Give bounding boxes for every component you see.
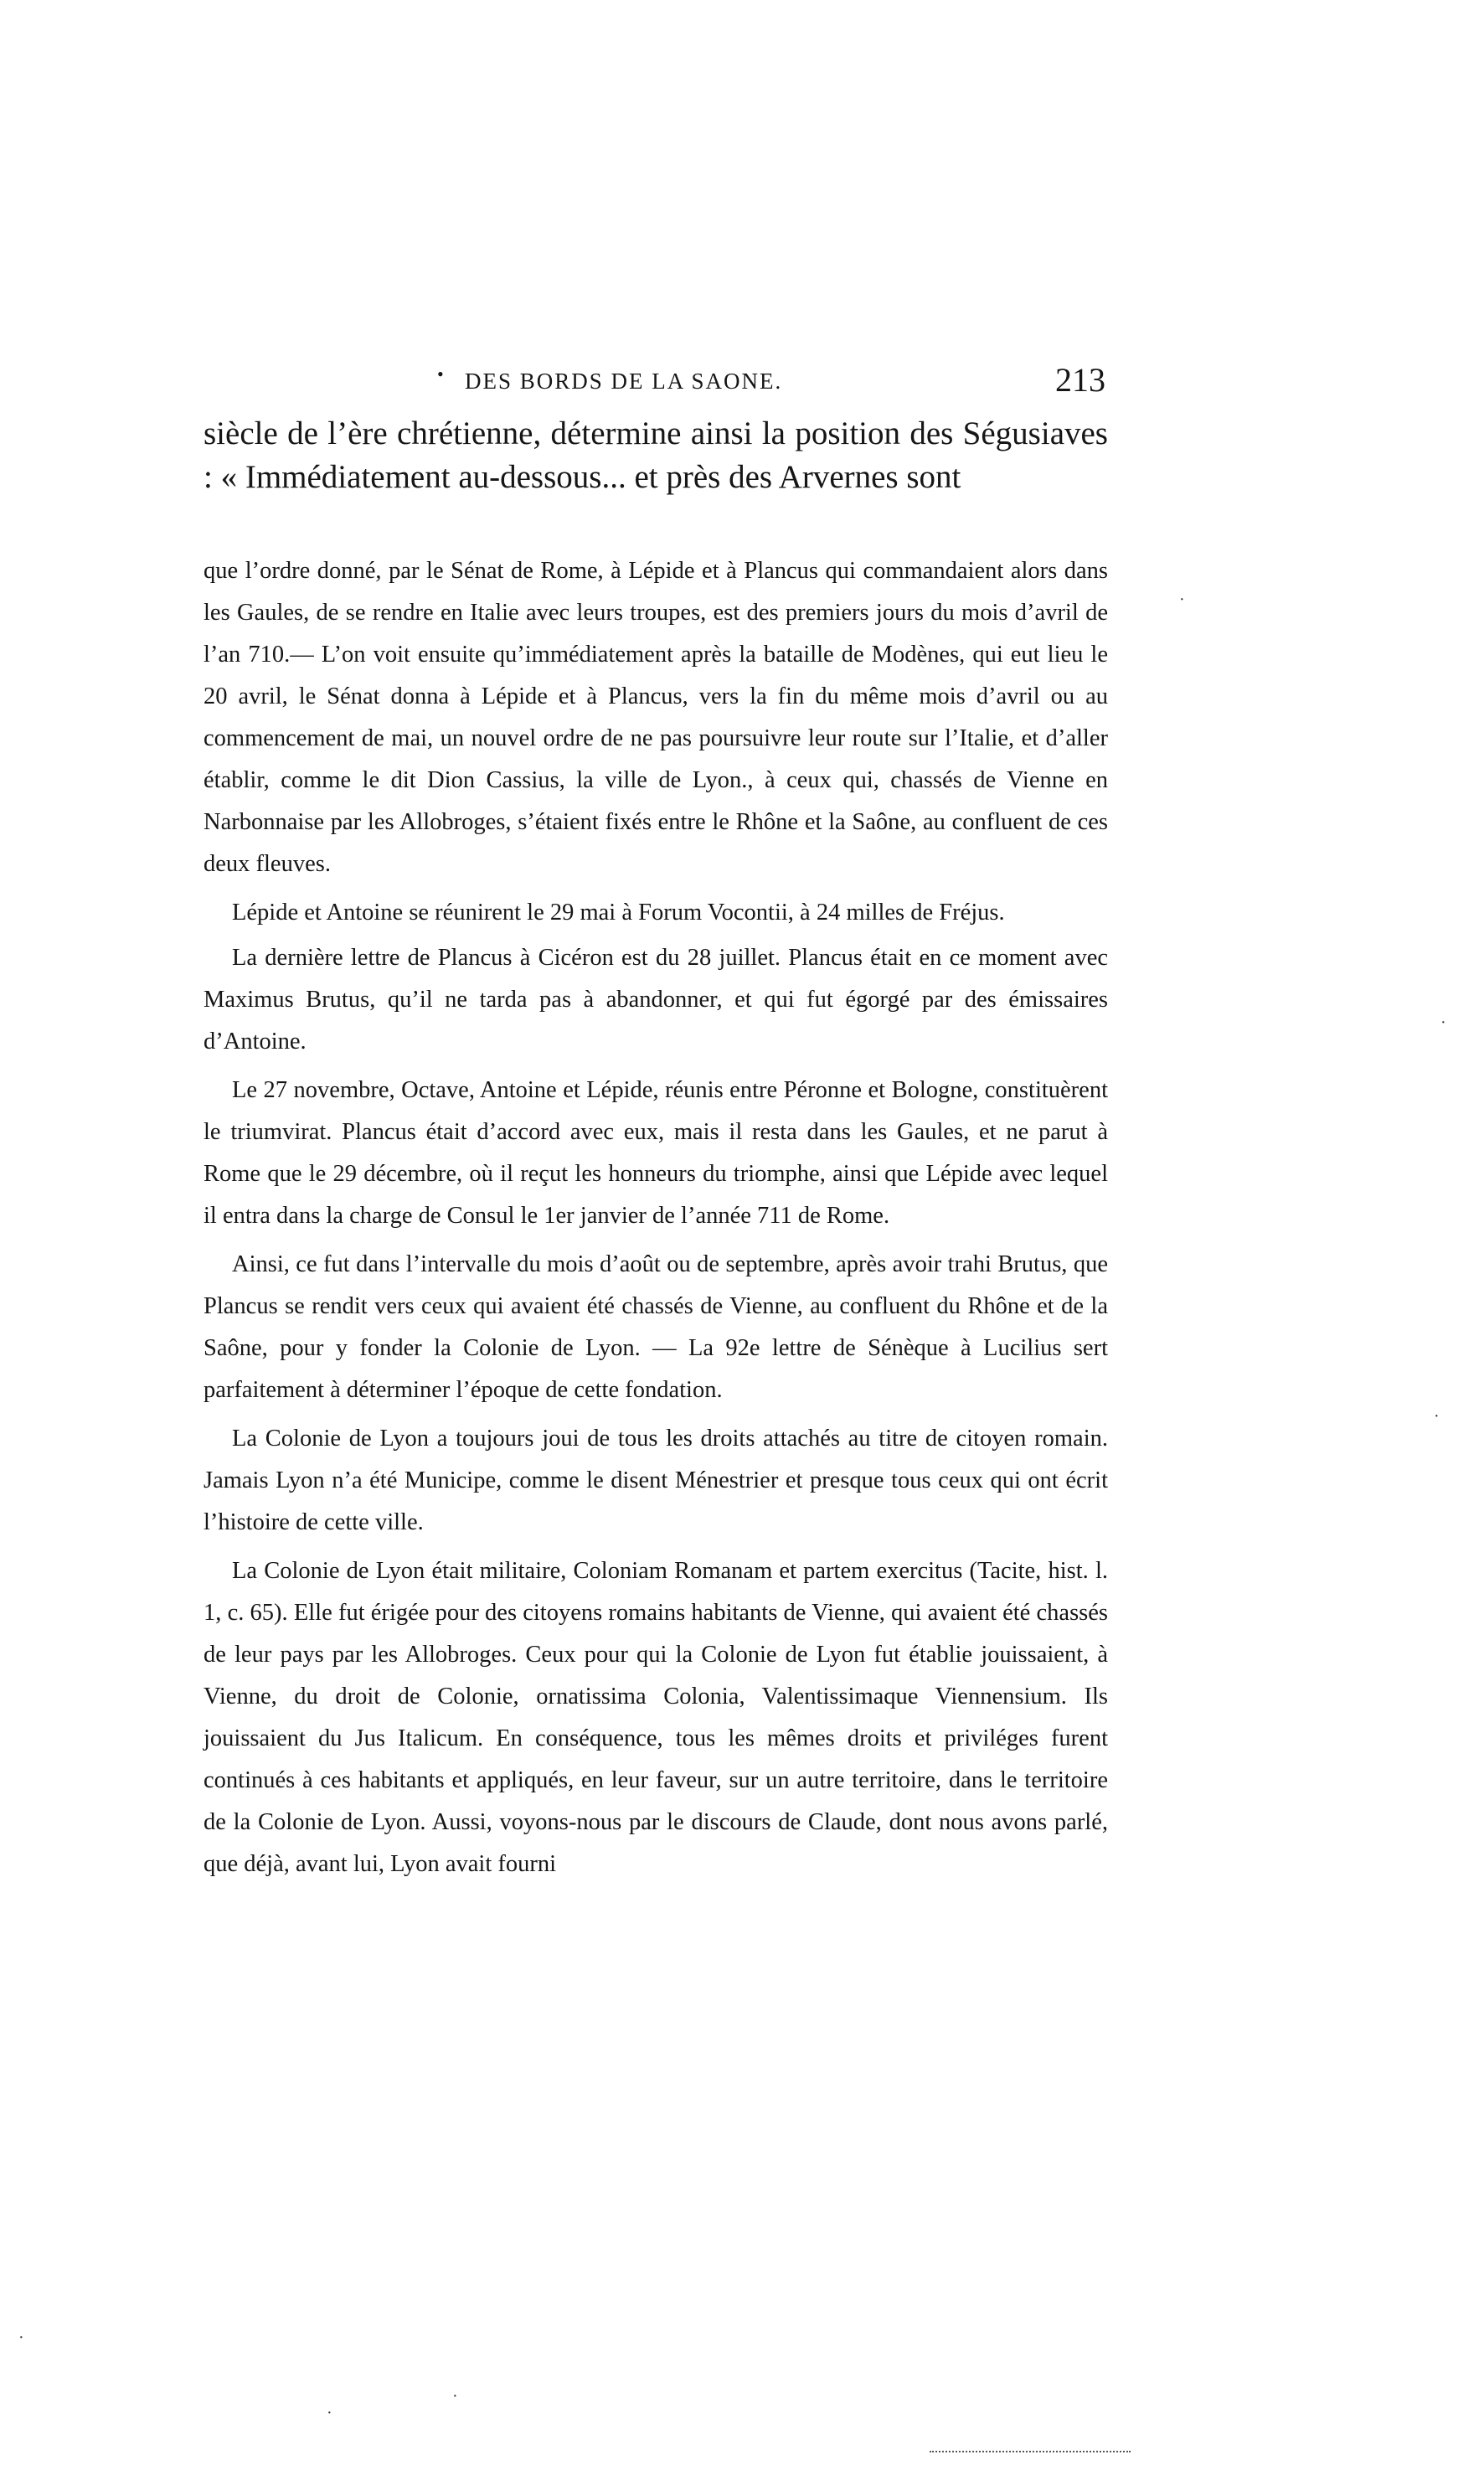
paragraph: La Colonie de Lyon était militaire, Coloniam Romanam et partem exercitus (Tacite, hist. l. 1, c. 65). Elle fut érigée pour des citoyens romains habitants de Vienne, qui avaient été chassés de leur pays par les Allobroges. Ceux pour qui la Colonie de Lyon fut établie jouissaient, à Vienne, du droit de Colonie, ornatissima Colonia, Valentissimaque Viennensium. Ils jouissaient du Jus Italicum. En conséquence, tous les mêmes droits et priviléges furent continués à ces habitants et appliqués, en leur faveur, sur un autre territoire, dans le territoire de la Colonie de Lyon. Aussi, voyons-nous par le discours de Claude, dont nous avons parlé, que déjà, avant lui, Lyon avait fourni: [204, 1558, 1108, 1877]
body-text: [204, 550, 1108, 1892]
paper-speck: ·: [452, 2387, 458, 2406]
paragraph: La Colonie de Lyon a toujours joui de tous les droits attachés au titre de citoyen romain. Jamais Lyon n’a été Municipe, comme le disent Ménestrier et presque tous ceux qui ont écrit l’histoire de cette ville.: [204, 1426, 1108, 1535]
paper-speck: ·: [327, 2404, 332, 2422]
running-head: DES BORDS DE LA SAONE.: [465, 369, 783, 394]
paragraph: Ainsi, ce fut dans l’intervalle du mois d’août ou de septembre, après avoir trahi Brutus, que Plancus se rendit vers ceux qui avaient été chassés de Vienne, au confluent du Rhône et de la Saône, pour y fonder la Colonie de Lyon. — La 92e lettre de Sénèque à Lucilius sert parfaitement à déterminer l’époque de cette fondation.: [204, 1251, 1108, 1403]
header-ornament: •: [437, 364, 444, 384]
lead-text-block: [204, 412, 1108, 499]
lead-paragraph: siècle de l’ère chrétienne, détermine ainsi la position des Ségusiaves : « Immédiatement au-dessous... et près des Arvernes sont: [204, 415, 1108, 495]
paper-speck: ·: [1440, 1013, 1446, 1032]
paper-speck: ·: [1179, 590, 1185, 609]
footer-rule: [930, 2451, 1131, 2454]
page-header: [214, 360, 1105, 410]
page-number: 213: [1055, 361, 1105, 399]
paragraph: Lépide et Antoine se réunirent le 29 mai à Forum Vocontii, à 24 milles de Fréjus.: [232, 900, 1005, 926]
paragraph: Le 27 novembre, Octave, Antoine et Lépide, réunis entre Péronne et Bologne, constituèrent le triumvirat. Plancus était d’accord avec eux, mais il resta dans les Gaules, et ne parut à Rome que le 29 décembre, où il reçut les honneurs du triomphe, ainsi que Lépide avec lequel il entra dans la charge de Consul le 1er janvier de l’année 711 de Rome.: [204, 1077, 1108, 1229]
paper-speck: ·: [18, 2328, 24, 2347]
paragraph: que l’ordre donné, par le Sénat de Rome, à Lépide et à Plancus qui commandaient alors dans les Gaules, de se rendre en Italie avec leurs troupes, est des premiers jours du mois d’avril de l’an 710.— L’on voit ensuite qu’immédiatement après la bataille de Modènes, qui eut lieu le 20 avril, le Sénat donna à Lépide et à Plancus, vers la fin du même mois d’avril ou au commencement de mai, un nouvel ordre de ne pas poursuivre leur route sur l’Italie, et d’aller établir, comme le dit Dion Cassius, la ville de Lyon., à ceux qui, chassés de Vienne en Narbonnaise par les Allobroges, s’étaient fixés entre le Rhône et la Saône, au confluent de ces deux fleuves.: [204, 558, 1108, 877]
paragraph: La dernière lettre de Plancus à Cicéron est du 28 juillet. Plancus était en ce moment avec Maximus Brutus, qu’il ne tarda pas à abandonner, et qui fut égorgé par des émissaires d’Antoine.: [204, 945, 1108, 1055]
paper-speck: ·: [1434, 1407, 1440, 1426]
